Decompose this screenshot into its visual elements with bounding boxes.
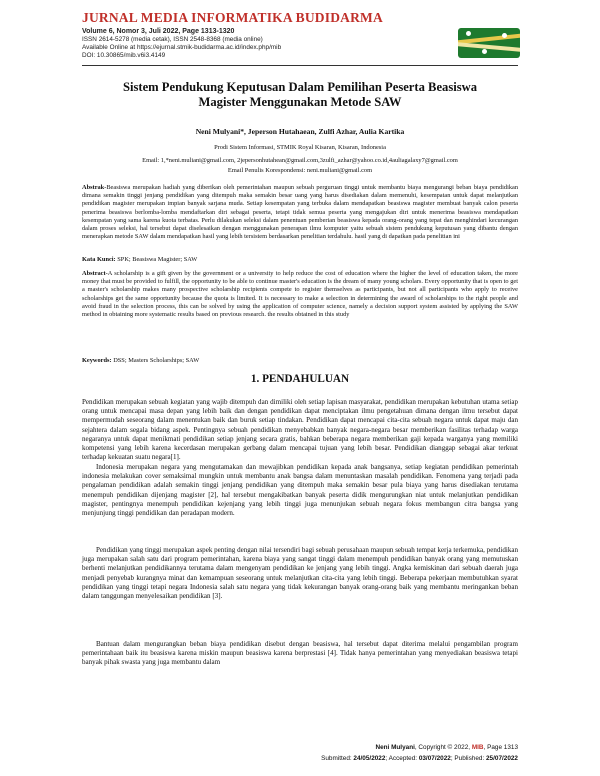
body-paragraph: Pendidikan merupakan sebuah kegiatan yang wajib ditempuh dan dimiliki oleh setiap lapisan masyarakat, pendidikan merupakan kebutuhan utama setiap orang untuk mencapai masa depan yang lebih baik dan dengan pendidikan dapat menciptakan ilmu pengetahuan dimana dengan ilmu tersebut dapat mempermudah seseorang dalam menentukan baik dan buruk setiap tindakan. Pendidikan dapat mencapai cita-cita sebuah negara untuk dapat maju dan sejahtera dalam segala bidang aspek. Pentingnya sebuah pendidikan menyebabkan banyak negara-negara besar memberikan fasilitas terhadap warga negaranya untuk dapat menikmati pendidikan setiap jenjang secara gratis, bahkan beberapa negara memberikan gaji kepada warganya yang memiliki kompetensi yang lebih karena kecerdasan merupakan gerbang dalam mencapai tujuan yang lebih besar. Pendidikan dianggap sebagai akar terkuat terhadap kekuatan suatu negara[1]. xyxy=(82,398,518,462)
title-line: Magister Menggunakan Metode SAW xyxy=(198,95,402,109)
footer-copyright: , Copyright © 2022, xyxy=(414,744,472,751)
footer-journal: MIB xyxy=(471,744,484,751)
keywords-indonesian xyxy=(82,256,518,264)
keywords-text: SPK; Beasiswa Magister; SAW xyxy=(117,256,198,263)
abstract-english xyxy=(82,270,518,319)
body-paragraph: Bantuan dalam mengurangkan beban biaya pendidikan disebut dengan beasiswa, hal tersebut dapat diterima melalui pengambilan program pemerintahaan baik itu beasiswa karena miskin maupun beasiswa karena berprestasi [4]. Tidak hanya pemerintahan yang menyediakan beasiswa tetapi banyak pihak swasta yang juga membantu dalam xyxy=(82,640,518,667)
footer-citation xyxy=(375,744,518,751)
keywords-text: DSS; Masters Scholarships; SAW xyxy=(113,357,200,364)
submitted-date: 24/05/2022 xyxy=(353,755,386,762)
logo-wave xyxy=(458,42,520,51)
journal-logo xyxy=(458,28,520,58)
published-date: 25/07/2022 xyxy=(486,755,518,762)
online-url[interactable]: Available Online at https://ejurnal.stmik-budidarma.ac.id/index.php/mib xyxy=(82,44,282,51)
abstract-label: Abstrak- xyxy=(82,184,107,191)
header-divider xyxy=(82,65,518,66)
author-emails: Email: 1,*neni.muliani@gmail.com, 2jepersonhutahean@gmail.com,3zulfi_azhar@yahoo.co.id,4auliagalaxy7@gmail.com xyxy=(142,157,458,164)
abstract-text: A scholarship is a gift given by the government or a university to help reduce the cost of education where the higher the level of education taken, the more money that must be provided to fulfill, the opportunity to be able to continue master's education is the dream of many young scholars. Every opportunity that is open to get a master's scholarship makes many prospective scholarship recipients compete to register themselves as participants, but not all participants who apply to receive scholarships get the same opportunity because the quota is limited. It is necessary to make a selection in determining the award of scholarships to the right people and avoid fraud in the selection process, this can be solved by using the application of computer science, namely a decision support system assisted by applying the SAW method in obtaining more systematic results based on previous research. the results obtained in this study xyxy=(82,270,518,319)
volume-info: Volume 6, Nomor 3, Juli 2022, Page 1313-1320 xyxy=(82,28,235,35)
footer-author: Neni Mulyani xyxy=(375,744,415,751)
doi-link[interactable]: DOI: 10.30865/mib.v6i3.4149 xyxy=(82,52,166,59)
abstract-label: Abstract- xyxy=(82,270,108,277)
title-line: Sistem Pendukung Keputusan Dalam Pemilihan Peserta Beasiswa xyxy=(122,80,478,94)
published-label: ; Published: xyxy=(450,755,486,762)
section-title: 1. PENDAHULUAN xyxy=(250,373,350,385)
abstract-text: Beasiswa merupakan hadiah yang diberikan oleh pemerintahan maupun sebuah perguruan tinggi untuk membantu biaya mengurangi beban biaya pendidikan dimana semakin tinggi jenjang pendidikan yang ditempuh maka semakin besar uang yang harus disediakan dalam memenuhi, kesempatan untuk dapat melanjutkan pendidikan magister merupakan impian banyak sarjana muda. Setiap kesempatan yang terbuka dalam mendapatkan beasiswa magister membuat banyak calon peserta penerima beasiswa berlomba-lomba mendaftarkan diri sebagai peserta, tetapi tidak semua peserta yang mengajukan diri untuk menerima beasiswa mendapatkan kesempatan yang sama karena kuota terbatas. Perlu dilakukan seleksi dalam penentuan pemberian beasiswa kepada orang-orang yang tepat dan menghindari kecurangan dalam proses seleksi, hal tersebut dapat diselesaikan dengan menggunakan penerapan ilmu komputer yaitu sebuah sistem pendukung keputusan yang dibantu dengan menerapkan metode SAW dalam mendapatkan hasil yang lebih tersistem berdasarkan penelitian terdahulu. hasil yang di dapatkan pada penelitian ini xyxy=(82,184,518,241)
keywords-english xyxy=(82,357,518,365)
logo-dot xyxy=(466,31,471,36)
keywords-label: Kata Kunci: xyxy=(82,256,116,263)
logo-dot xyxy=(502,33,507,38)
abstract-indonesian xyxy=(82,184,518,241)
submitted-label: Submitted: xyxy=(321,755,354,762)
body-paragraph: Indonesia merupakan negara yang mengutamakan dan mewajibkan pendidikan kepada anak bangsanya, setiap kegiatan pendidikan pemerintah indonesia melakukan cover semaksimal mungkin untuk membantu anak bangsa dalam menuntaskan masalah pendidikan. Fenomena yang terjadi pada pengalaman pendidikan adalah semakin tinggi jenjang pendidikan yang ditempuh maka semakin besar pula biaya yang harus disediakan terutama menempuh pendidikan dijenjang magister [2], hal tersebut mengakibatkan banyak peserta didik mengurungkan niat untuk melanjutkan pendidikan magister, pentingnya menempuh pendidikan kejenjang yang lebih tinggi juga menunjukan sebuah negara fokus membangun citra bangsa yang menjunjung tinggi pendidikan dan peradapan modern. xyxy=(82,463,518,518)
affiliation: Prodi Sistem Informasi, STMIK Royal Kisaran, Kisaran, Indonesia xyxy=(214,144,386,151)
footer-page: , Page 1313 xyxy=(483,744,518,751)
accepted-date: 03/07/2022 xyxy=(418,755,451,762)
logo-dot xyxy=(482,49,487,54)
footer-dates xyxy=(321,755,518,762)
authors: Neni Mulyani*, Jeperson Hutahaean, Zulfi Azhar, Aulia Kartika xyxy=(195,127,405,136)
paper-title xyxy=(82,80,518,110)
accepted-label: ; Accepted: xyxy=(385,755,419,762)
issn-info: ISSN 2614-5278 (media cetak), ISSN 2548-8368 (media online) xyxy=(82,36,263,43)
journal-name: JURNAL MEDIA INFORMATIKA BUDIDARMA xyxy=(82,10,383,25)
keywords-label: Keywords: xyxy=(82,357,112,364)
body-paragraph: Pendidikan yang tinggi merupakan aspek penting dengan nilai tersendiri bagi sebuah perusahaan maupun sebuah tempat kerja terkemuka, pendidikan juga merupakan salah satu dari program pemerintahan, karena biaya yang sangat tinggi dalam menempuh pendidikan banyak orang yang memutuskan berhenti melanjutkan pendidikannya terutama dalam mengenyam pendidikan ke jenjang yang lebih tinggi. Angka kemiskinan dari sebuah daerah juga menjadi penyebab kurangnya minat dan kemampuan seseorang untuk melanjutkan cita-cita yang lebih tinggi. Beberapa pekerjaan membutuhkan syarat pendidikan yang tinggi tetapi negara Indonesia salah satu negara yang tidak kekurangan banyak orang-orang baik yang membantu meringankan beban dalam tanggungan menyelesaikan pendidikan [3]. xyxy=(82,546,518,601)
corresponding-email: Email Penulis Korespondensi: neni.muliani@gmail.com xyxy=(227,167,373,174)
